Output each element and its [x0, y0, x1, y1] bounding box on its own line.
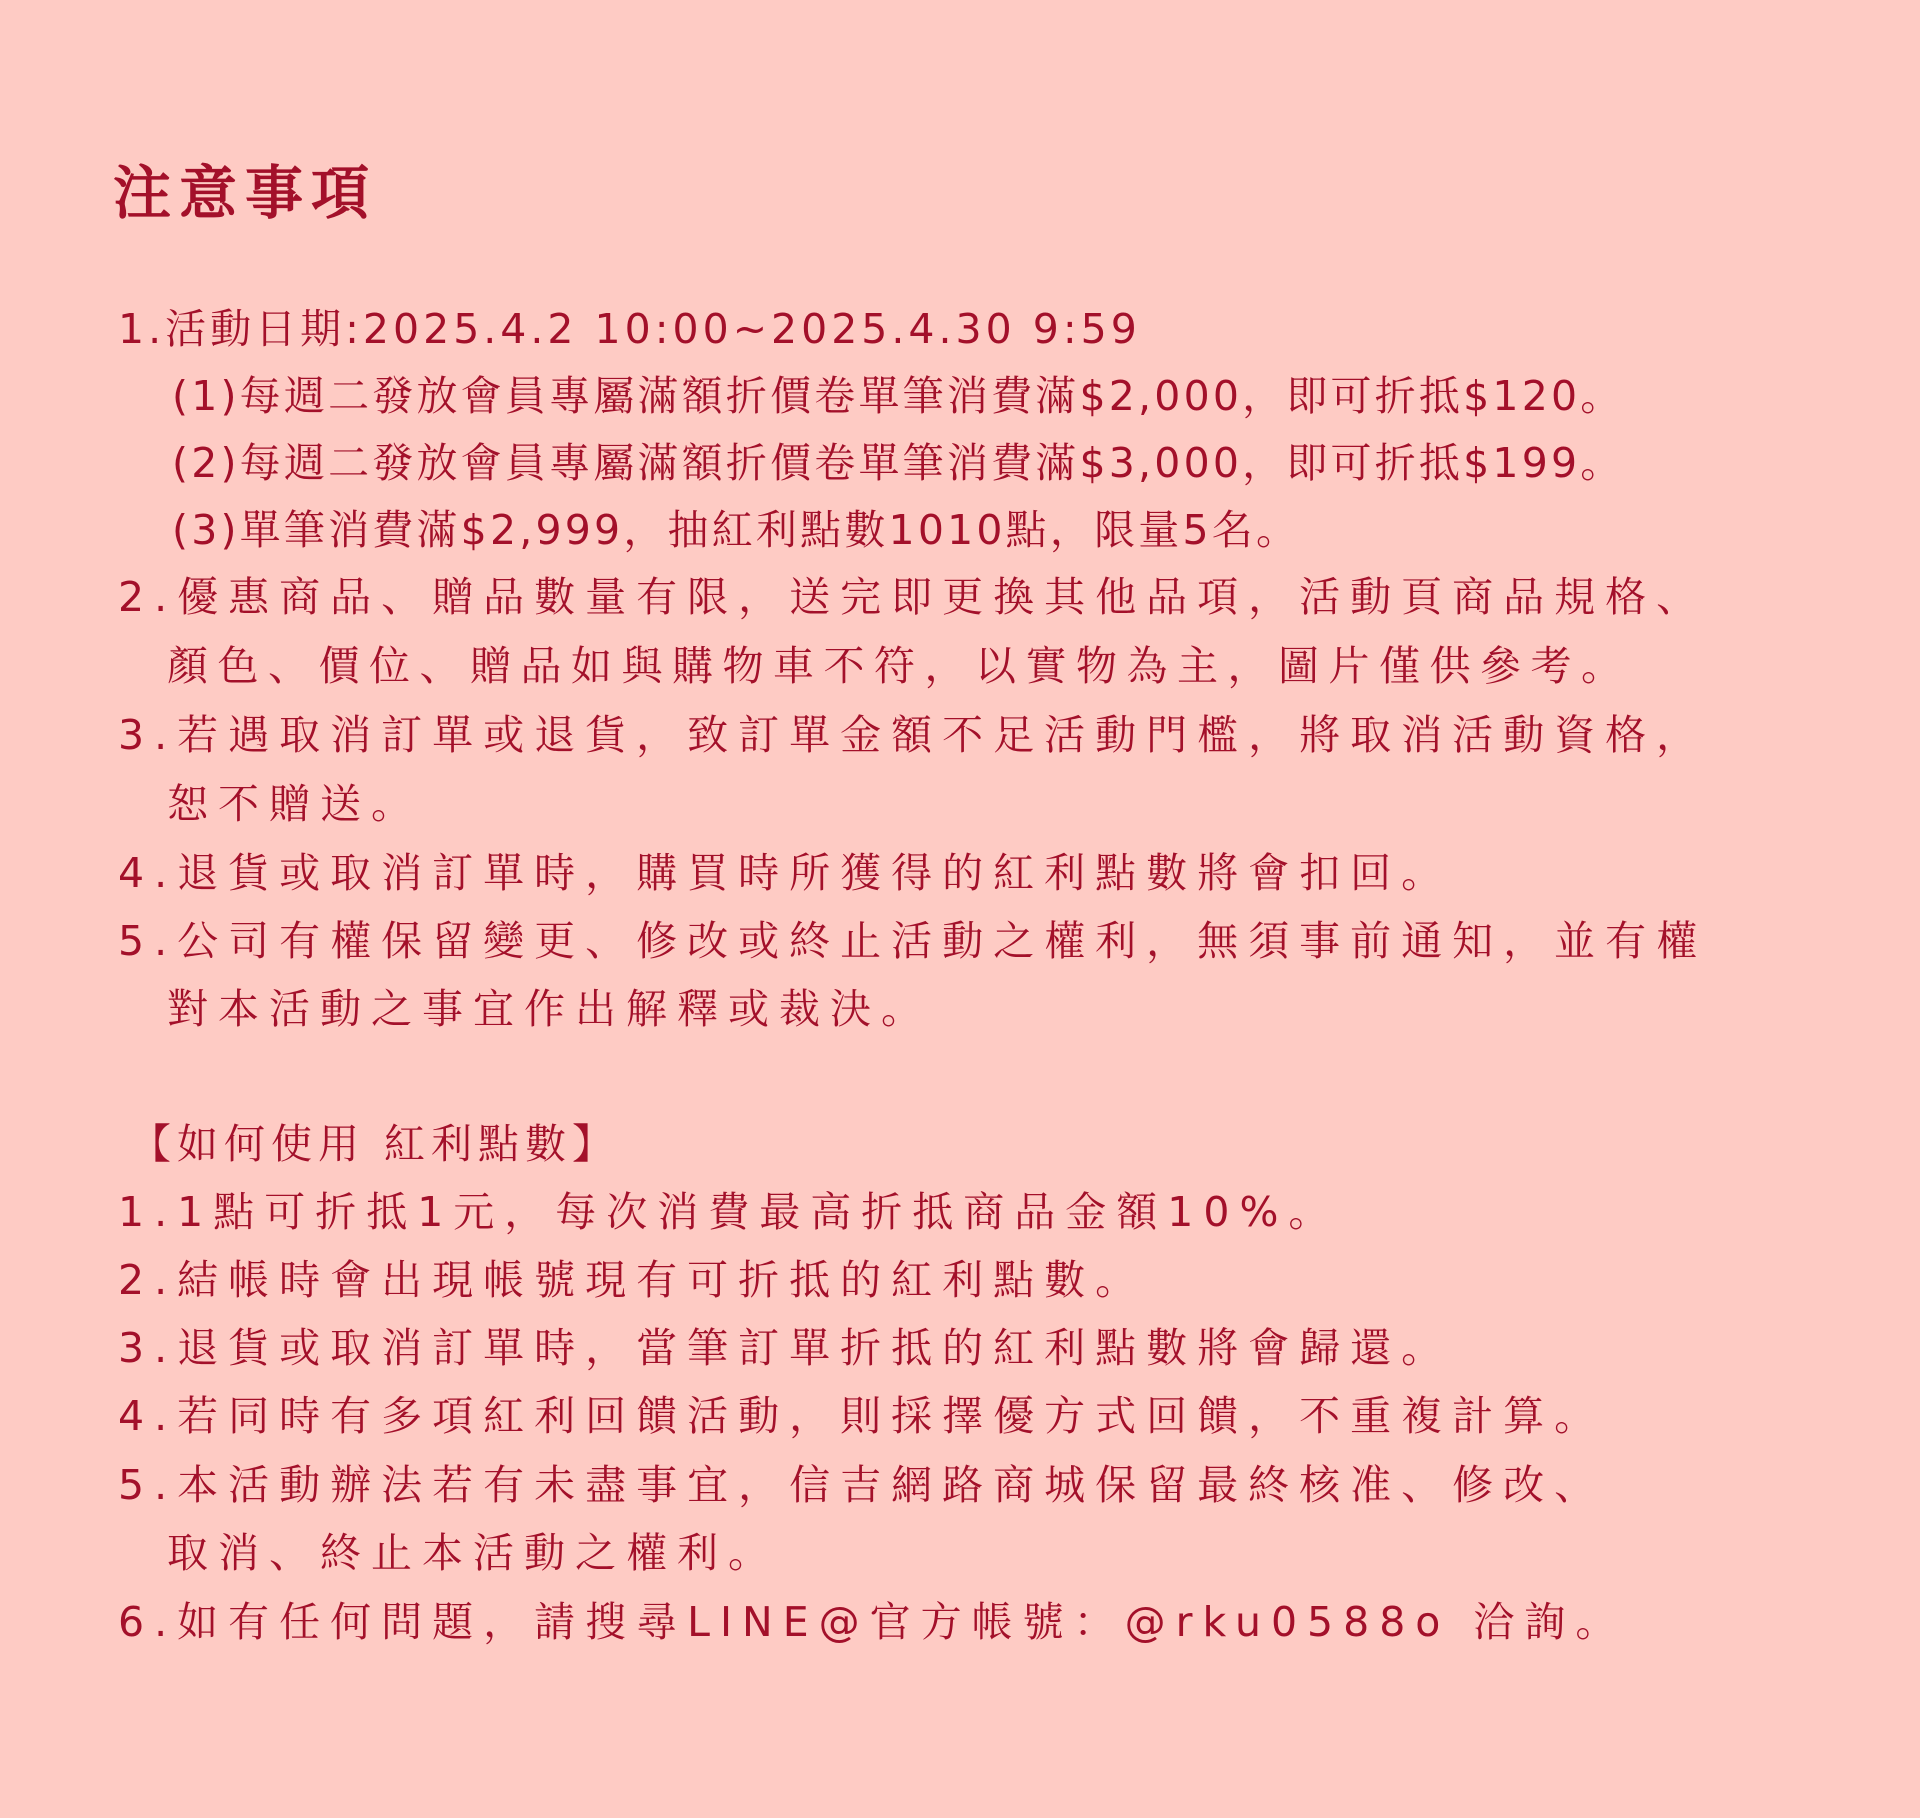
notice-item-1: 1.活動日期:2025.4.2 10:00~2025.4.30 9:59 — [118, 305, 1141, 353]
points-item-1: 1.1點可折抵1元，每次消費最高折抵商品金額10%。 — [118, 1188, 1340, 1236]
notice-item-5: 5.公司有權保留變更、修改或終止活動之權利，無須事前通知，並有權 — [118, 917, 1708, 965]
notice-item-2-continued: 顏色、價位、贈品如與購物車不符，以實物為主，圖片僅供參考。 — [167, 642, 1632, 690]
notice-subitem-2: (2)每週二發放會員專屬滿額折價卷單筆消費滿$3,000，即可折抵$199。 — [172, 439, 1625, 487]
notice-item-3: 3.若遇取消訂單或退貨，致訂單金額不足活動門檻，將取消活動資格， — [118, 711, 1708, 759]
notice-item-5-continued: 對本活動之事宜作出解釋或裁決。 — [167, 985, 932, 1033]
notice-subitem-1: (1)每週二發放會員專屬滿額折價卷單筆消費滿$2,000，即可折抵$120。 — [172, 372, 1625, 420]
notice-item-2: 2.優惠商品、贈品數量有限，送完即更換其他品項，活動頁商品規格、 — [118, 573, 1708, 621]
notice-item-4: 4.退貨或取消訂單時，購買時所獲得的紅利點數將會扣回。 — [118, 849, 1453, 897]
points-item-5: 5.本活動辦法若有未盡事宜，信吉網路商城保留最終核准、修改、 — [118, 1461, 1606, 1509]
points-item-5-continued: 取消、終止本活動之權利。 — [167, 1529, 779, 1577]
notice-subitem-3: (3)單筆消費滿$2,999，抽紅利點數1010點，限量5名。 — [172, 506, 1301, 554]
points-item-4: 4.若同時有多項紅利回饋活動，則採擇優方式回饋，不重複計算。 — [118, 1392, 1606, 1440]
points-item-2: 2.結帳時會出現帳號現有可折抵的紅利點數。 — [118, 1256, 1147, 1304]
points-item-6: 6.如有任何問題，請搜尋LINE@官方帳號：@rku0588o 洽詢。 — [118, 1598, 1627, 1646]
points-heading: 【如何使用 紅利點數】 — [130, 1120, 620, 1168]
page-title: 注意事項 — [113, 159, 378, 227]
notice-item-3-continued: 恕不贈送。 — [167, 780, 422, 828]
points-item-3: 3.退貨或取消訂單時，當筆訂單折抵的紅利點數將會歸還。 — [118, 1324, 1453, 1372]
